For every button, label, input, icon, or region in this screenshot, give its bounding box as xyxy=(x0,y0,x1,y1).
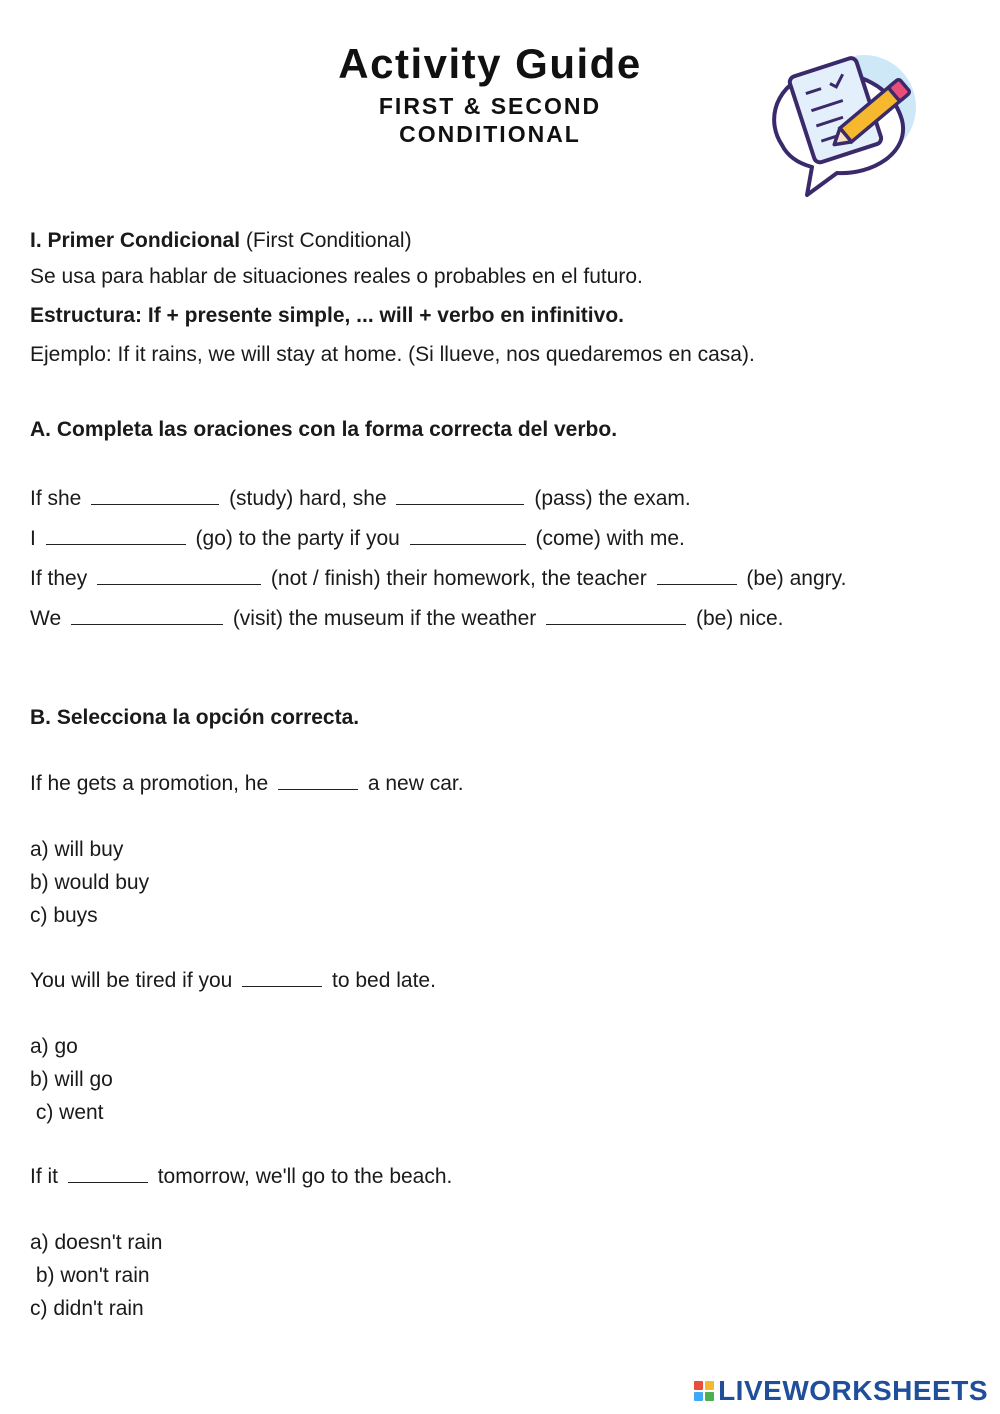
sentence-text: (pass) the exam. xyxy=(534,487,691,510)
answer-option[interactable]: c) buys xyxy=(30,904,98,927)
answer-blank[interactable] xyxy=(46,526,186,545)
liveworksheets-brand[interactable] xyxy=(694,1374,988,1408)
sentence-text: If she xyxy=(30,487,82,510)
question-text xyxy=(30,968,436,994)
answer-blank[interactable] xyxy=(91,486,219,505)
brand-text: LIVEWORKSHEETS xyxy=(718,1375,988,1406)
section-example: Ejemplo: If it rains, we will stay at home. (Si llueve, nos quedaremos en casa). xyxy=(30,343,755,366)
answer-blank[interactable] xyxy=(278,771,358,790)
question-text-after: tomorrow, we'll go to the beach. xyxy=(157,1165,453,1188)
section-heading xyxy=(30,228,412,254)
fill-sentence xyxy=(30,486,691,512)
answer-option[interactable]: c) didn't rain xyxy=(30,1297,144,1320)
sentence-text: (visit) the museum if the weather xyxy=(232,607,537,630)
sentence-text: (come) with me. xyxy=(535,527,685,550)
sentence-text: (be) angry. xyxy=(746,567,847,590)
page-subtitle xyxy=(300,92,680,148)
answer-option[interactable]: a) go xyxy=(30,1035,78,1058)
sentence-text: (study) hard, she xyxy=(229,487,387,510)
question-text-after: a new car. xyxy=(367,772,464,795)
answer-blank[interactable] xyxy=(71,606,223,625)
fill-sentence xyxy=(30,566,846,592)
answer-option[interactable]: b) will go xyxy=(30,1068,113,1091)
checklist-pencil-icon xyxy=(752,45,922,200)
sentence-text: (be) nice. xyxy=(695,607,784,630)
answer-blank[interactable] xyxy=(657,566,737,585)
answer-blank[interactable] xyxy=(410,526,526,545)
question-text-before: If he gets a promotion, he xyxy=(30,772,269,795)
section-heading-bold: I. Primer Condicional xyxy=(30,229,241,252)
question-text xyxy=(30,1164,452,1190)
fill-sentence xyxy=(30,606,784,632)
sentence-text: (not / finish) their homework, the teacher xyxy=(270,567,647,590)
part-a-instruction: A. Completa las oraciones con la forma correcta del verbo. xyxy=(30,418,618,441)
answer-option[interactable]: c) went xyxy=(30,1101,104,1124)
section-structure: Estructura: If + presente simple, ... will + verbo en infinitivo. xyxy=(30,304,624,327)
answer-option[interactable]: b) would buy xyxy=(30,871,150,894)
section-heading-normal: (First Conditional) xyxy=(240,229,412,252)
answer-option[interactable]: a) doesn't rain xyxy=(30,1231,163,1254)
answer-blank[interactable] xyxy=(97,566,261,585)
question-text-after: to bed late. xyxy=(332,969,436,992)
part-b-instruction: B. Selecciona la opción correcta. xyxy=(30,706,360,729)
page-title: Activity Guide xyxy=(338,40,642,87)
sentence-text: If they xyxy=(30,567,88,590)
answer-blank[interactable] xyxy=(242,968,322,987)
liveworksheets-logo-icon xyxy=(694,1381,714,1401)
question-text-before: You will be tired if you xyxy=(30,969,233,992)
subtitle-line-1: FIRST & SECOND xyxy=(378,93,602,119)
answer-blank[interactable] xyxy=(68,1164,148,1183)
answer-blank[interactable] xyxy=(396,486,524,505)
fill-sentence xyxy=(30,526,685,552)
sentence-text: (go) to the party if you xyxy=(195,527,400,550)
subtitle-line-2: CONDITIONAL xyxy=(399,121,581,147)
section-description: Se usa para hablar de situaciones reales o probables en el futuro. xyxy=(30,265,643,288)
question-text xyxy=(30,771,464,797)
answer-blank[interactable] xyxy=(546,606,686,625)
answer-option[interactable]: b) won't rain xyxy=(30,1264,150,1287)
answer-option[interactable]: a) will buy xyxy=(30,838,124,861)
sentence-text: We xyxy=(30,607,62,630)
question-text-before: If it xyxy=(30,1165,59,1188)
sentence-text: I xyxy=(30,527,36,550)
